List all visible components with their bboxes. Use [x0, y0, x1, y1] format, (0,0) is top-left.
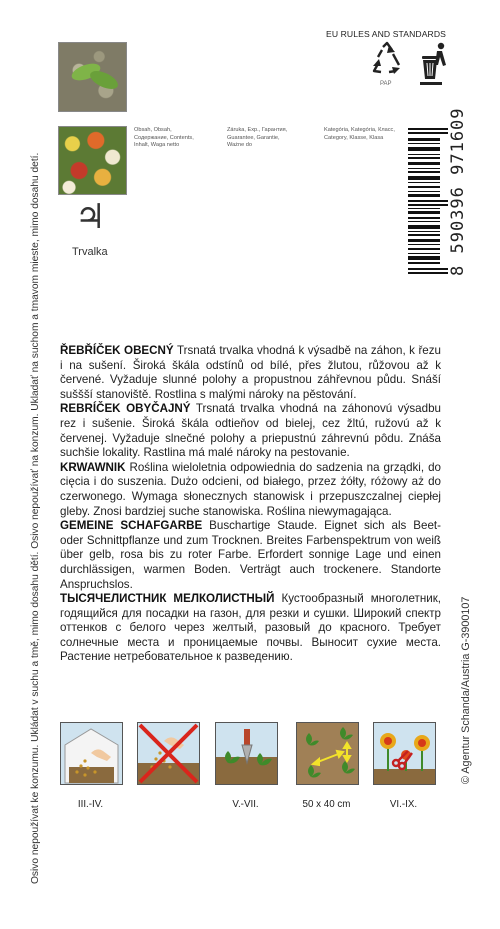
- description-text: Кустообразный многолетник, годящийся для посадки на газон, для резки и сушки. Широкий спектр оттенков с белого через желтый, разовый до красного. Требует солнечные места и проницаемые почвы. Выносит сухие места. Растение нетребовательное к разведению.: [60, 592, 441, 664]
- description-heading: GEMEINE SCHAFGARBE: [60, 519, 203, 533]
- pictogram-label: 50 x 40 cm: [302, 799, 351, 810]
- pictogram-label: VI.-IX.: [389, 799, 418, 810]
- description-sk: [60, 402, 441, 460]
- eu-rules-title: EU RULES AND STANDARDS: [326, 29, 446, 39]
- description-cz: [60, 344, 441, 402]
- pictogram-label: III.-IV.: [77, 799, 104, 810]
- flowering-pictogram: [373, 722, 436, 785]
- description-text: Trsnatá trvalka vhodná na záhonovú výsadbu rez i sušenie. Široká škála odtieňov od bielej, cez žltú, ružovú až k červenej. Vyžaduje slnečné polohy a priepustnú záhrevnú pôdu. Znáša suchšie lokality. Rastlina má malé nároky na pestovanie.: [60, 402, 441, 460]
- pictogram-label: V.-VII.: [232, 799, 259, 810]
- descriptions: [60, 344, 441, 665]
- description-heading: REBRÍČEK OBYČAJNÝ: [60, 402, 191, 416]
- no-direct-sowing-pictogram: [137, 722, 200, 785]
- contents-label: Obsah, Obsah, Содержание, Contents, Inhalt, Waga netto: [134, 127, 194, 149]
- sow-indoors-pictogram: [60, 722, 123, 785]
- description-ru: [60, 592, 441, 665]
- barcode: [408, 107, 468, 280]
- pap-mark: PAP: [380, 81, 392, 87]
- flower-photo: [58, 126, 127, 195]
- bin-disposal-icon: [414, 41, 454, 87]
- perennial-symbol-icon: ♃: [75, 197, 106, 237]
- leaf-shape: [87, 67, 120, 92]
- description-pl: [60, 461, 441, 519]
- description-text: Roślina wieloletnia odpowiednia do sadzenia na grządki, do cięcia i do suszenia. Dużo odcieni, od białego, przez żółty, różowy aż do czerwonego. Wymaga słonecznych stanowisk i przepuszczalnej ciepłej gleby. Znosi bardziej suche stanowiska. Roślina niewymagająca.: [60, 460, 441, 518]
- description-heading: KRWAWNIK: [60, 460, 126, 474]
- perennial-label: Trvalka: [72, 246, 108, 258]
- flowers-cutting-icon: [374, 723, 435, 784]
- no-outdoor-sowing-icon: [138, 723, 199, 784]
- seedling-photo: [58, 42, 127, 112]
- category-label: Kategória, Kategória, Класс, Category, Klasse, Klasa: [324, 127, 395, 141]
- description-de: [60, 519, 441, 592]
- barcode-digits: 8 590396 971609: [448, 107, 468, 276]
- description-text: Trsnatá trvalka vhodná k výsadbě na záhon, k řezu i na sušení. Široká škála odstínů od bílé, přes žlutou, růžovou až k červené. Vyžaduje slunné polohy a propustnou záhřevnou půdu. Snáší suššší stanoviště. Rostlina s malými nároky na pěstování.: [60, 344, 442, 401]
- description-heading: ŘEBŘÍČEK OBECNÝ: [60, 344, 174, 357]
- copyright-note: © Agentur Schanda/Austria G-3900107: [460, 596, 472, 784]
- description-text: Buschartige Staude. Eignet sich als Beet- oder Schnittpflanze und zum Trocknen. Breites Farbenspektrum von weiß über gelb, rosa bis zu roter Farbe. Erfordert sonnige Lage und einen durchlässigen, warmen Boden. Verträgt auch trockenere. Standorte Anspruchslos.: [60, 519, 441, 591]
- trowel-planting-icon: [216, 723, 277, 784]
- transplant-pictogram: [215, 722, 278, 785]
- storage-note: Osivo nepoužívat ke konzumu. Ukládat v suchu a tmě, mimo dosahu dětí. Osivo nepoužívať na konzum. Ukladať na suchom a tmavom mieste, mimo dosahu detí.: [30, 152, 41, 884]
- recycle-icon: [369, 41, 405, 79]
- description-heading: ТЫСЯЧЕЛИСТНИК МЕЛКОЛИСТНЫЙ: [60, 592, 275, 606]
- greenhouse-sowing-icon: [61, 723, 122, 784]
- barcode-bars: [408, 128, 448, 280]
- plant-spacing-icon: [297, 723, 358, 784]
- spacing-pictogram: [296, 722, 359, 785]
- guarantee-label: Záruka, Exp., Гарантия, Guarantee, Garantie, Ważne do: [227, 127, 288, 149]
